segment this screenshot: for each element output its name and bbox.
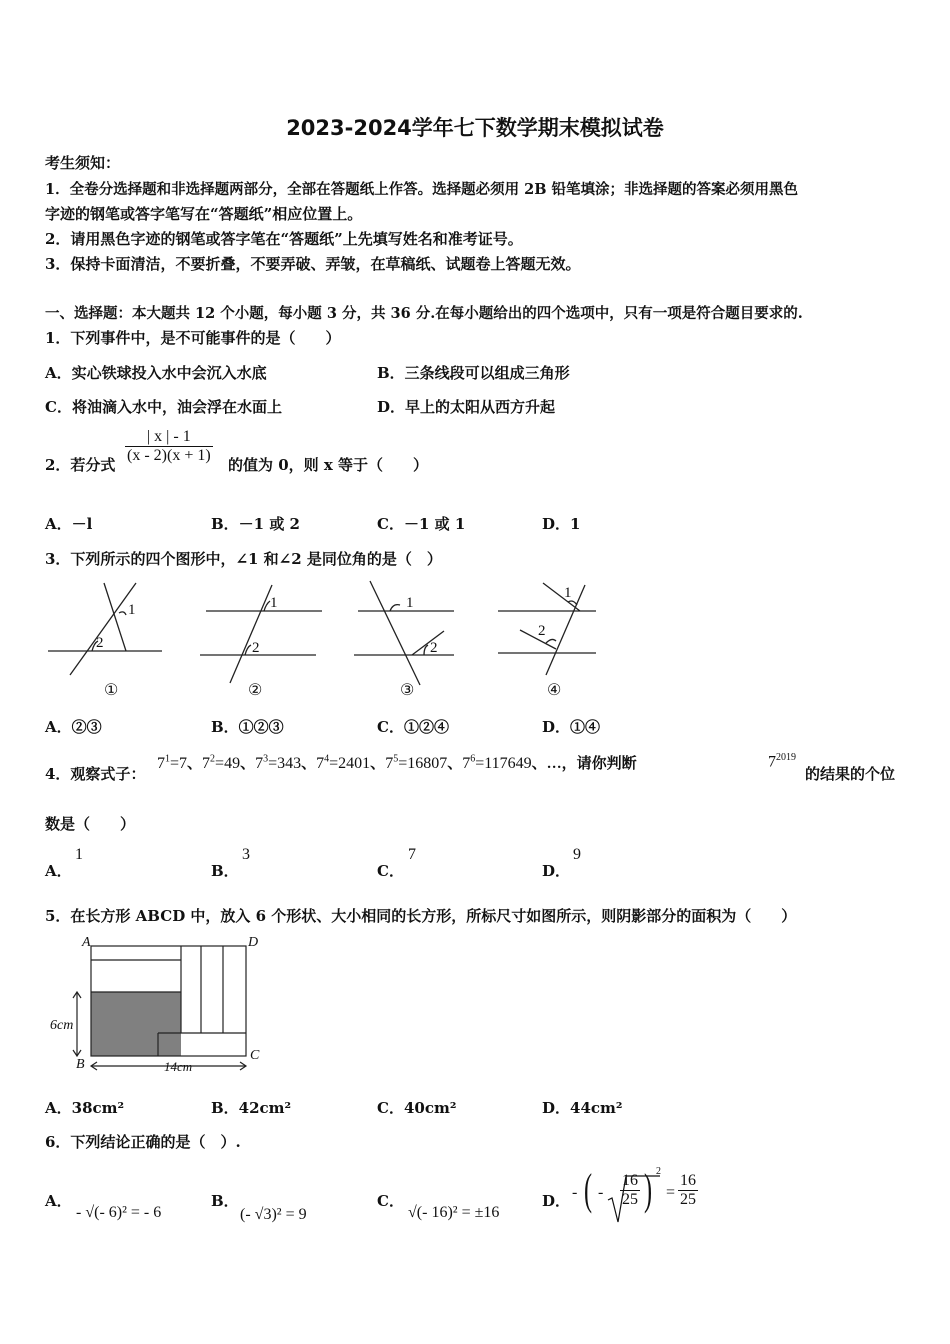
q6-option-c-label: C． bbox=[377, 1192, 404, 1210]
section-heading: 一、选择题：本大题共 12 个小题，每小题 3 分，共 36 分.在每小题给出的四个选项中，只有一项是符合题目要求的. bbox=[45, 305, 803, 322]
q2-fraction bbox=[125, 428, 213, 465]
q1-stem: 1．下列事件中，是不可能事件的是（ ） bbox=[45, 329, 341, 347]
q5-option-c: C．40cm² bbox=[377, 1099, 457, 1117]
q4-val-6: =117649 bbox=[475, 755, 532, 772]
q6-d-numerator: 16 bbox=[622, 1172, 638, 1189]
fig4-transversal-upper bbox=[543, 583, 580, 611]
q6-d-exponent: 2 bbox=[656, 1166, 661, 1177]
q5-figure bbox=[46, 932, 276, 1080]
fig3-transversal-2 bbox=[412, 631, 444, 655]
q4-exp-1: 1 bbox=[165, 753, 170, 765]
q6-d-right-paren: ) bbox=[644, 1165, 653, 1214]
q1-option-c: C．将油滴入水中，油会浮在水面上 bbox=[45, 398, 282, 416]
notice-line-2: 2．请用黑色字迹的钢笔或答字笔在“答题纸”上先填写姓名和准考证号。 bbox=[45, 230, 523, 248]
fig2-angle1-label: 1 bbox=[270, 595, 278, 611]
q2-option-c: C．－1 或 1 bbox=[377, 515, 466, 533]
q3-figures bbox=[40, 575, 610, 703]
q4-base-5: 7 bbox=[385, 755, 394, 772]
q3-option-d: D．①④ bbox=[542, 718, 601, 736]
fig4-angle2-label: 2 bbox=[538, 623, 546, 639]
q2-denominator: (x - 2)(x + 1) bbox=[127, 447, 211, 464]
q2-suffix: 的值为 0，则 x 等于（ ） bbox=[228, 456, 429, 474]
q4-big-base: 7 bbox=[768, 753, 776, 771]
q1-option-a: A．实心铁球投入水中会沉入水底 bbox=[45, 364, 267, 382]
q4-sep-3: 、 bbox=[301, 756, 317, 772]
q4-sep-1: 、 bbox=[187, 756, 203, 772]
fig1-caption: ① bbox=[104, 682, 119, 699]
q6-d-result-fraction bbox=[678, 1172, 698, 1209]
fig4-caption: ④ bbox=[547, 682, 562, 699]
q6-d-result-numerator: 16 bbox=[680, 1172, 696, 1189]
q5-option-a: A．38cm² bbox=[45, 1099, 125, 1117]
notice-heading: 考生须知： bbox=[45, 154, 121, 172]
fig3-angle1-arc bbox=[390, 605, 400, 611]
q4-exp-5: 5 bbox=[393, 753, 399, 765]
q4-sep-4: 、 bbox=[370, 756, 386, 772]
q2-numerator: | x | - 1 bbox=[146, 428, 191, 445]
q4-sep-5: 、 bbox=[447, 756, 463, 772]
q6-option-b-label: B． bbox=[211, 1192, 239, 1210]
q3-option-a: A．②③ bbox=[45, 718, 102, 736]
q4-big-exp: 2019 bbox=[776, 752, 796, 763]
q2-option-b: B．－1 或 2 bbox=[211, 515, 300, 533]
q4-powers bbox=[157, 752, 637, 773]
notice-line-1b: 字迹的钢笔或答字笔写在“答题纸”相应位置上。 bbox=[45, 205, 363, 223]
fig1-angle2-label: 2 bbox=[96, 635, 104, 651]
q4-sep-2: 、 bbox=[240, 756, 256, 772]
q6-d-result-denominator: 25 bbox=[680, 1191, 696, 1208]
q4-ellipsis: 、…，请你判断 bbox=[531, 756, 637, 772]
q4-option-a-label: A． bbox=[45, 862, 72, 880]
q6-option-b-expr: (- √3)² = 9 bbox=[240, 1206, 307, 1223]
q2-option-a: A．－l bbox=[45, 515, 93, 533]
page-title: 2023-2024学年七下数学期末模拟试卷 bbox=[286, 116, 664, 140]
q4-val-5: =16807 bbox=[398, 755, 448, 772]
q6-d-inner-minus: - bbox=[598, 1184, 604, 1201]
q3-option-b: B．①②③ bbox=[211, 718, 284, 736]
label-a: A bbox=[82, 935, 91, 950]
fig1-line-right-transversal bbox=[104, 583, 126, 651]
notice-line-3: 3．保持卡面清洁，不要折叠，不要弄破、弄皱，在草稿纸、试题卷上答题无效。 bbox=[45, 255, 581, 273]
fig2-transversal bbox=[230, 585, 272, 683]
fig2-angle2-label: 2 bbox=[252, 640, 260, 656]
q4-val-4: =2401 bbox=[329, 755, 371, 772]
q6-option-a-expr: - √(- 6)² = - 6 bbox=[76, 1204, 162, 1221]
q6-stem: 6．下列结论正确的是（ ）. bbox=[45, 1133, 241, 1151]
fig1-angle1-label: 1 bbox=[128, 602, 136, 618]
q4-base-3: 7 bbox=[255, 755, 264, 772]
q6-d-fraction bbox=[620, 1172, 640, 1209]
q4-base-6: 7 bbox=[462, 755, 471, 772]
label-height: 6cm bbox=[50, 1018, 74, 1033]
q6-option-c-expr: √(- 16)² = ±16 bbox=[408, 1204, 500, 1221]
q6-d-left-paren: ( bbox=[584, 1165, 593, 1214]
fig1-angle1-arc bbox=[119, 612, 126, 615]
q6-d-outer-minus: - bbox=[572, 1184, 578, 1201]
q4-exp-4: 4 bbox=[324, 753, 330, 765]
q5-option-d: D．44cm² bbox=[542, 1099, 623, 1117]
label-d: D bbox=[248, 935, 259, 950]
q4-big-power bbox=[768, 752, 796, 771]
fig1-line-left-transversal bbox=[70, 583, 136, 675]
q5-option-b: B．42cm² bbox=[211, 1099, 292, 1117]
q4-base-1: 7 bbox=[157, 755, 165, 772]
q4-base-2: 7 bbox=[202, 755, 211, 772]
q4-val-1: =7 bbox=[170, 755, 188, 772]
q3-stem: 3．下列所示的四个图形中，∠1 和∠2 是同位角的是（ ） bbox=[45, 550, 442, 568]
q5-stem: 5．在长方形 ABCD 中，放入 6 个形状、大小相同的长方形，所标尺寸如图所示，则阴影部分的面积为（ ） bbox=[45, 907, 797, 925]
q4-base-4: 7 bbox=[316, 755, 325, 772]
label-width: 14cm bbox=[164, 1059, 193, 1074]
q4-option-d-label: D． bbox=[542, 862, 571, 880]
q4-exp-3: 3 bbox=[263, 753, 269, 765]
q6-option-a-label: A． bbox=[45, 1192, 72, 1210]
q6-d-equals: = bbox=[666, 1184, 676, 1201]
notice-line-1a: 1．全卷分选择题和非选择题两部分，全部在答题纸上作答。选择题必须用 2B 铅笔填涂；非选择题的答案必须用黑色 bbox=[45, 181, 799, 198]
label-c: C bbox=[250, 1048, 260, 1063]
q4-prefix: 4．观察式子： bbox=[45, 765, 146, 783]
fig3-angle1-label: 1 bbox=[406, 595, 414, 611]
q4-option-c-label: C． bbox=[377, 862, 404, 880]
fig2-caption: ② bbox=[248, 682, 263, 699]
fig3-angle2-arc bbox=[424, 645, 428, 655]
q4-option-c-value: 7 bbox=[408, 846, 416, 863]
q4-option-b-value: 3 bbox=[242, 846, 250, 863]
q4-val-2: =49 bbox=[215, 755, 241, 772]
q4-suffix: 的结果的个位 bbox=[805, 765, 896, 783]
fig3-caption: ③ bbox=[400, 682, 415, 699]
q4-line2: 数是（ ） bbox=[45, 815, 136, 833]
q2-option-d: D．1 bbox=[542, 515, 581, 533]
q1-option-d: D．早上的太阳从西方升起 bbox=[377, 398, 556, 416]
fig4-angle1-label: 1 bbox=[564, 585, 572, 601]
fig3-angle2-label: 2 bbox=[430, 640, 438, 656]
fig4-angle2-arc bbox=[546, 639, 556, 643]
q4-option-b-label: B． bbox=[211, 862, 239, 880]
q2-prefix: 2．若分式 bbox=[45, 456, 116, 474]
q6-option-d-label: D． bbox=[542, 1192, 571, 1210]
q3-option-c: C．①②④ bbox=[377, 718, 449, 736]
q4-exp-2: 2 bbox=[210, 753, 216, 765]
shaded-region bbox=[91, 992, 181, 1056]
q4-exp-6: 6 bbox=[470, 753, 476, 765]
q4-option-a-value: 1 bbox=[75, 846, 83, 863]
q4-val-3: =343 bbox=[268, 755, 302, 772]
q1-option-b: B．三条线段可以组成三角形 bbox=[377, 364, 570, 382]
q4-option-d-value: 9 bbox=[573, 846, 581, 863]
label-b: B bbox=[76, 1057, 85, 1072]
q6-d-denominator: 25 bbox=[622, 1191, 638, 1208]
